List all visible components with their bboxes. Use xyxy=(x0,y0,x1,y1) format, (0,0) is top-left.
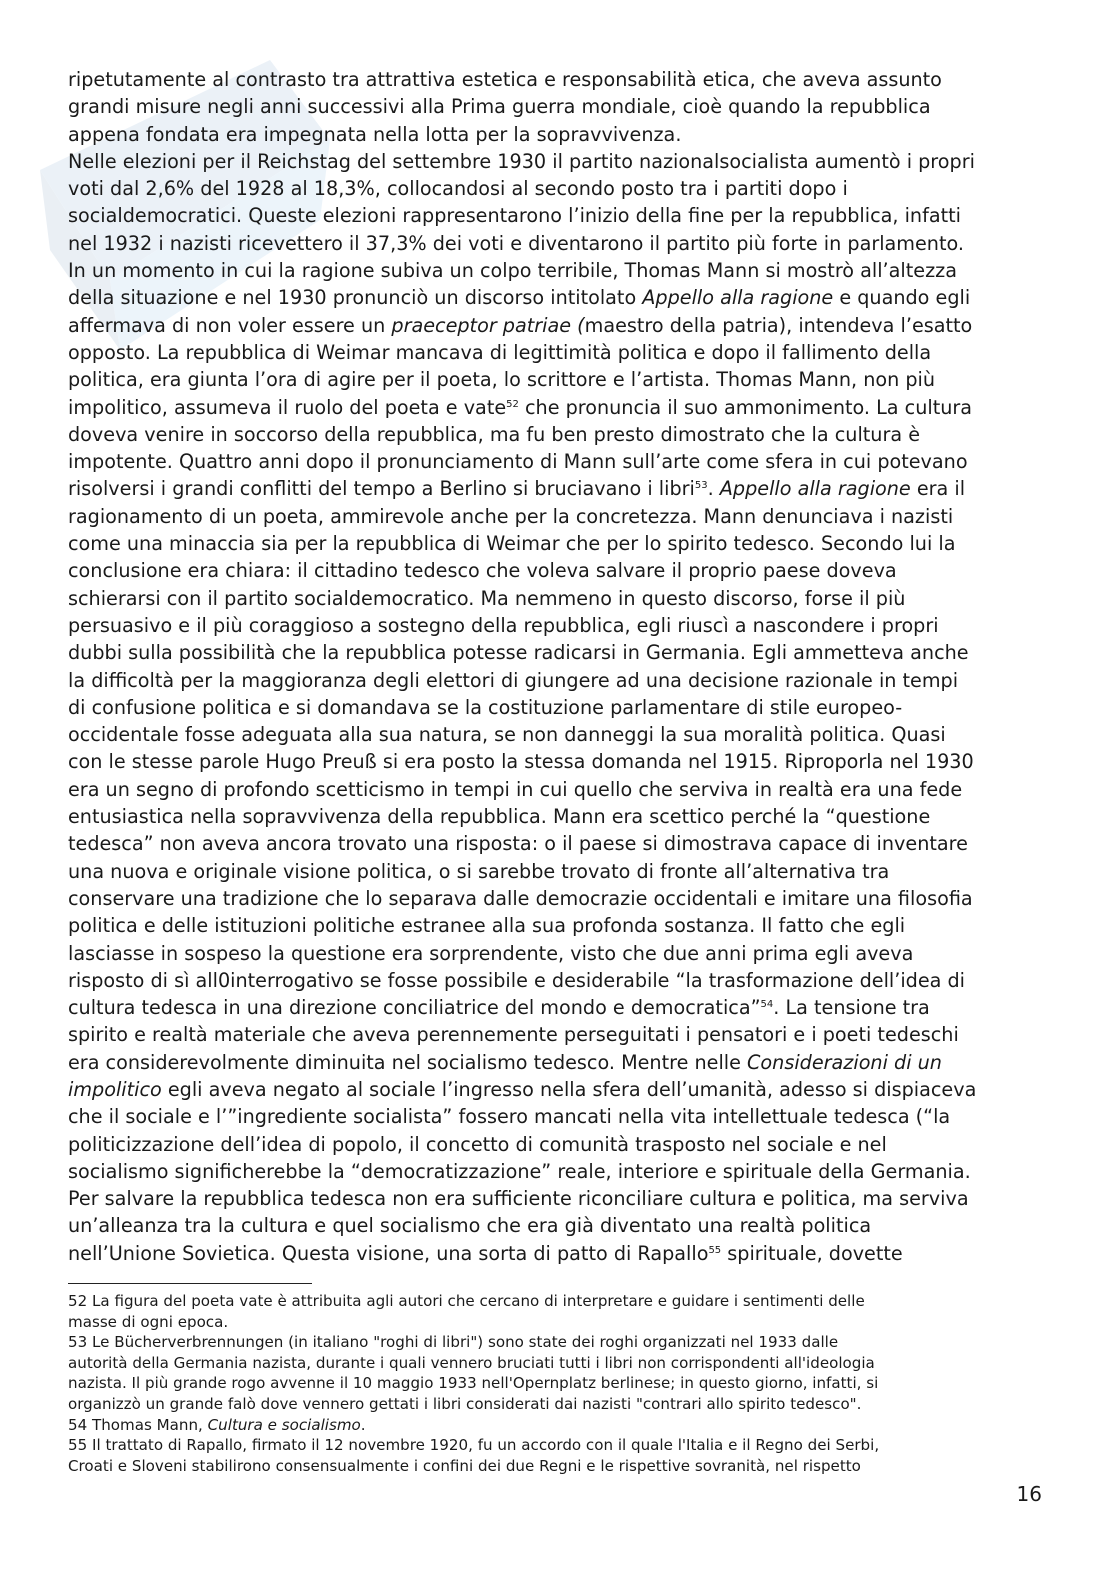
text-run: lasciasse in sospeso la questione era sorprendente, visto che due anni prima egli aveva xyxy=(68,941,914,965)
text-run: politica, era giunta l’ora di agire per il poeta, lo scrittore e l’artista. Thomas Mann, non più xyxy=(68,368,936,392)
body-line xyxy=(68,284,1043,311)
italic-text: Appello alla ragione xyxy=(642,286,834,310)
body-line xyxy=(68,530,1043,557)
body-line xyxy=(68,667,1043,694)
text-run: politicizzazione dell’idea di popolo, il concetto di comunità trasposto nel sociale e nel xyxy=(68,1132,887,1156)
body-line xyxy=(68,66,1043,93)
text-run: . xyxy=(360,1415,366,1434)
body-line xyxy=(68,339,1043,366)
text-run: occidentale fosse adeguata alla sua natura, se non danneggi la sua moralità politica. Quasi xyxy=(68,723,946,747)
text-run: era un segno di profondo scetticismo in tempi in cui quello che serviva in realtà era una fede xyxy=(68,777,963,801)
body-line xyxy=(68,721,1043,748)
body-line xyxy=(68,230,1043,257)
text-run: dubbi sulla possibilità che la repubblica potesse radicarsi in Germania. Egli ammetteva anche xyxy=(68,641,969,665)
body-line xyxy=(68,803,1043,830)
text-run: 55 Il trattato di Rapallo, firmato il 12 novembre 1920, fu un accordo con il quale l'Italia e il Regno dei Serbi, xyxy=(68,1436,880,1455)
body-line xyxy=(68,1049,1043,1076)
text-run: conclusione era chiara: il cittadino tedesco che voleva salvare il proprio paese doveva xyxy=(68,559,897,583)
footnote-ref: 55 xyxy=(708,1244,722,1256)
text-run: egli aveva negato al sociale l’ingresso nella sfera dell’umanità, adesso si dispiaceva xyxy=(161,1077,977,1101)
body-line xyxy=(68,585,1043,612)
text-run: organizzò un grande falò dove vennero gettati i libri considerati dai nazisti "contrari allo spirito tedesco". xyxy=(68,1394,862,1413)
body-line xyxy=(68,421,1043,448)
text-run: masse di ogni epoca. xyxy=(68,1312,229,1331)
text-run: una nuova e originale visione politica, o si sarebbe trovato di fronte all’alternativa tra xyxy=(68,859,890,883)
text-run: autorità della Germania nazista, durante i quali vennero bruciati tutti i libri non corrispondenti all'ideologia xyxy=(68,1353,875,1372)
text-run: . La tensione tra xyxy=(773,996,930,1020)
text-run: ripetutamente al contrasto tra attrattiva estetica e responsabilità etica, che aveva assunto xyxy=(68,68,942,91)
body-line xyxy=(68,748,1043,775)
italic-text: Considerazioni di un xyxy=(747,1050,942,1074)
text-run: grandi misure negli anni successivi alla Prima guerra mondiale, cioè quando la repubblica xyxy=(68,95,931,119)
text-run: Per salvare la repubblica tedesca non era sufficiente riconciliare cultura e politica, ma serviva xyxy=(68,1187,969,1211)
body-line xyxy=(68,1131,1043,1158)
footnote-ref: 52 xyxy=(506,398,519,410)
italic-text: Appello alla ragione xyxy=(719,477,911,501)
body-line xyxy=(68,1103,1043,1130)
body-line xyxy=(68,612,1043,639)
text-run: era il xyxy=(910,477,966,501)
body-line xyxy=(68,994,1043,1021)
footnote-line xyxy=(68,1415,1043,1436)
footnote-line xyxy=(68,1291,1043,1312)
text-run: Croati e Sloveni stabilirono consensualmente i confini dei due Regni e le rispettive sovranità, nel rispetto xyxy=(68,1456,861,1475)
text-run: impolitico, assumeva il ruolo del poeta e vate xyxy=(68,395,507,419)
footnote-line xyxy=(68,1332,1043,1353)
footnote-ref: 54 xyxy=(760,999,774,1011)
body-line xyxy=(68,1076,1043,1103)
body-line xyxy=(68,175,1043,202)
text-run: risposto di sì all0interrogativo se fosse possibile e desiderabile “la trasformazione dell’idea di xyxy=(68,968,966,992)
body-line xyxy=(68,366,1043,393)
footnote-line xyxy=(68,1435,1043,1456)
body-line xyxy=(68,312,1043,339)
body-line xyxy=(68,503,1043,530)
body-line xyxy=(68,858,1043,885)
footnotes xyxy=(68,1291,1043,1476)
italic-text: praeceptor patriae ( xyxy=(391,313,585,337)
body-line xyxy=(68,940,1043,967)
text-run: 53 Le Bücherverbrennungen (in italiano "roghi di libri") sono state dei roghi organizzati nel 1933 dalle xyxy=(68,1333,839,1352)
body-line xyxy=(68,912,1043,939)
footnote-ref: 53 xyxy=(694,480,708,492)
body-line xyxy=(68,967,1043,994)
text-run: schierarsi con il partito socialdemocratico. Ma nemmeno in questo discorso, forse il più xyxy=(68,586,906,610)
text-run: 52 La figura del poeta vate è attribuita agli autori che cercano di interpretare e guidare i sentimenti delle xyxy=(68,1292,865,1310)
text-run: nel 1932 i nazisti ricevettero il 37,3% dei voti e diventarono il partito più forte in parlamento. xyxy=(68,231,964,255)
footnote-line xyxy=(68,1353,1043,1374)
text-run: ragionamento di un poeta, ammirevole anche per la concretezza. Mann denunciava i nazisti xyxy=(68,504,954,528)
body-line xyxy=(68,257,1043,284)
text-run: socialismo significherebbe la “democratizzazione” reale, interiore e spirituale della Germania. xyxy=(68,1159,971,1183)
body-line xyxy=(68,776,1043,803)
text-run: che il sociale e l’”ingrediente socialista” fossero mancati nella vita intellettuale tedesca (“la xyxy=(68,1105,951,1129)
body-line xyxy=(68,148,1043,175)
text-run: nell’Unione Sovietica. Questa visione, una sorta di patto di Rapallo xyxy=(68,1241,709,1265)
text-run: voti dal 2,6% del 1928 al 18,3%, collocandosi al secondo posto tra i partiti dopo i xyxy=(68,177,848,201)
text-run: affermava di non voler essere un xyxy=(68,313,392,337)
text-run: nazista. Il più grande rogo avvenne il 10 maggio 1933 nell'Opernplatz berlinese; in questo giorno, infatti, si xyxy=(68,1374,879,1393)
page-number: 16 xyxy=(1016,1482,1042,1506)
footnote-separator xyxy=(68,1283,312,1284)
text-run: della situazione e nel 1930 pronunciò un discorso intitolato xyxy=(68,286,643,310)
text-run: In un momento in cui la ragione subiva un colpo terribile, Thomas Mann si mostrò all’altezza xyxy=(68,259,957,283)
text-run: cultura tedesca in una direzione conciliatrice del mondo e democratica” xyxy=(68,996,761,1020)
text-run: spirito e realtà materiale che aveva perennemente perseguitati i pensatori e i poeti tedeschi xyxy=(68,1023,959,1047)
text-run: . xyxy=(707,477,720,501)
text-run: di confusione politica e si domandava se la costituzione parlamentare di stile europeo- xyxy=(68,695,903,719)
body-line xyxy=(68,1212,1043,1239)
footnote-line xyxy=(68,1394,1043,1415)
body-line xyxy=(68,1185,1043,1212)
text-run: spirituale, dovette xyxy=(721,1241,903,1265)
body-line xyxy=(68,121,1043,148)
text-run: come una minaccia sia per la repubblica di Weimar che per lo spirito tedesco. Secondo lui la xyxy=(68,532,956,556)
body-line xyxy=(68,830,1043,857)
body-line xyxy=(68,557,1043,584)
body-text xyxy=(68,66,1043,1267)
body-line xyxy=(68,1158,1043,1185)
text-run: entusiastica nella sopravvivenza della repubblica. Mann era scettico perché la “questione xyxy=(68,805,931,829)
body-line xyxy=(68,1240,1043,1267)
italic-text: impolitico xyxy=(68,1077,162,1101)
text-run: conservare una tradizione che lo separava dalle democrazie occidentali e imitare una filosofia xyxy=(68,886,973,910)
text-run: risolversi i grandi conflitti del tempo a Berlino si bruciavano i libri xyxy=(68,477,695,501)
text-run: che pronuncia il suo ammonimento. La cultura xyxy=(518,395,973,419)
text-run: con le stesse parole Hugo Preuß si era posto la stessa domanda nel 1915. Riproporla nel 1930 xyxy=(68,750,974,774)
text-run: maestro della patria), intendeva l’esatto xyxy=(584,313,973,337)
footnote-line xyxy=(68,1373,1043,1394)
footnote-line xyxy=(68,1456,1043,1477)
text-run: la difficoltà per la maggioranza degli elettori di giungere ad una decisione razionale in tempi xyxy=(68,668,959,692)
text-run: 54 Thomas Mann, xyxy=(68,1415,208,1434)
body-line xyxy=(68,202,1043,229)
body-line xyxy=(68,93,1043,120)
text-run: e quando egli xyxy=(833,286,971,310)
italic-text: Cultura e socialismo xyxy=(207,1415,361,1434)
text-run: politica e delle istituzioni politiche estranee alla sua profonda sostanza. Il fatto che egli xyxy=(68,914,906,938)
text-run: opposto. La repubblica di Weimar mancava di legittimità politica e dopo il fallimento della xyxy=(68,340,932,364)
body-line xyxy=(68,475,1043,502)
text-run: appena fondata era impegnata nella lotta per la sopravvivenza. xyxy=(68,122,682,146)
footnote-line xyxy=(68,1312,1043,1333)
text-run: socialdemocratici. Queste elezioni rappresentarono l’inizio della fine per la repubblica, infatti xyxy=(68,204,961,228)
body-line xyxy=(68,694,1043,721)
text-run: un’alleanza tra la cultura e quel socialismo che era già diventato una realtà politica xyxy=(68,1214,872,1238)
text-run: persuasivo e il più coraggioso a sostegno della repubblica, egli riuscì a nascondere i propri xyxy=(68,613,939,637)
body-line xyxy=(68,448,1043,475)
body-line xyxy=(68,394,1043,421)
text-run: impotente. Quattro anni dopo il pronunciamento di Mann sull’arte come sfera in cui potevano xyxy=(68,450,968,474)
text-run: Nelle elezioni per il Reichstag del settembre 1930 il partito nazionalsocialista aumentò i propri xyxy=(68,149,975,173)
text-run: tedesca” non aveva ancora trovato una risposta: o il paese si dimostrava capace di inventare xyxy=(68,832,968,856)
text-run: era considerevolmente diminuita nel socialismo tedesco. Mentre nelle xyxy=(68,1050,748,1074)
body-line xyxy=(68,1021,1043,1048)
text-run: doveva venire in soccorso della repubblica, ma fu ben presto dimostrato che la cultura è xyxy=(68,422,921,446)
body-line xyxy=(68,885,1043,912)
body-line xyxy=(68,639,1043,666)
